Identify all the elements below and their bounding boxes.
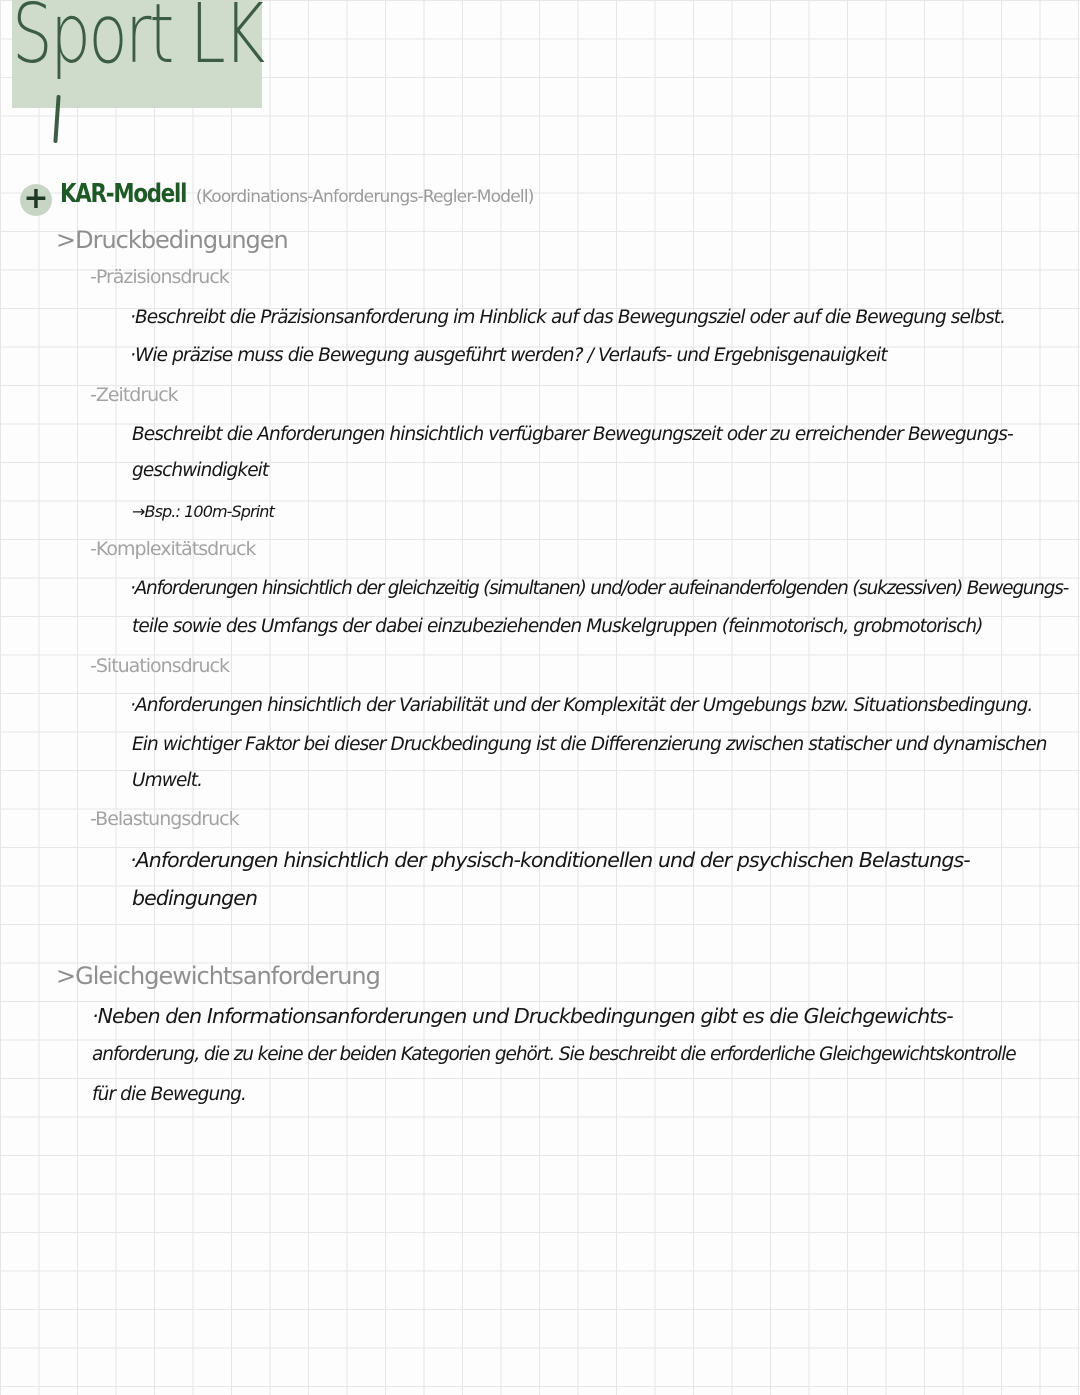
page-title: Sport LK [12,0,263,82]
text-line: bedingungen [132,886,258,910]
kar-subtitle: (Koordinations-Anforderungs-Regler-Modell) [195,187,534,207]
text-line: geschwindigkeit [132,460,269,481]
subsection-komplexitaetsdruck: -Komplexitätsdruck [90,538,256,560]
text-line: teile sowie des Umfangs der dabei einzubeziehenden Muskelgruppen (feinmotorisch, grobmotorisch) [132,616,983,637]
text-line: Umwelt. [132,770,203,791]
section-druckbedingungen: >Druckbedingungen [56,226,288,254]
text-line: ·Anforderungen hinsichtlich der gleichzeitig (simultanen) und/oder aufeinanderfolgenden (sukzessiven) Bewegungs- [130,578,1069,599]
text-line: Beschreibt die Anforderungen hinsichtlich verfügbarer Bewegungszeit oder zu erreichender Bewegungs- [132,424,1013,445]
plus-icon: + [20,184,52,216]
text-line: ·Anforderungen hinsichtlich der Variabilität und der Komplexität der Umgebungs bzw. Situationsbedingung. [130,695,1033,716]
text-line: Ein wichtiger Faktor bei dieser Druckbedingung ist die Differenzierung zwischen statischer und dynamischen [132,734,1047,755]
example-line: →Bsp.: 100m-Sprint [132,502,274,521]
subsection-praezisionsdruck: -Präzisionsdruck [90,266,229,288]
subsection-belastungsdruck: -Belastungsdruck [90,808,239,830]
subsection-zeitdruck: -Zeitdruck [90,384,178,406]
text-line: ·Wie präzise muss die Bewegung ausgeführt werden? / Verlaufs- und Ergebnisgenauigkeit [130,345,887,366]
subsection-situationsdruck: -Situationsdruck [90,655,229,677]
text-line: für die Bewegung. [92,1084,246,1105]
text-line: ·Beschreibt die Präzisionsanforderung im Hinblick auf das Bewegungsziel oder auf die Bewegung selbst. [130,307,1006,328]
text-line: ·Neben den Informationsanforderungen und Druckbedingungen gibt es die Gleichgewichts- [92,1004,953,1028]
text-line: anforderung, die zu keine der beiden Kategorien gehört. Sie beschreibt die erforderliche Gleichgewichtskontrolle [92,1044,1016,1065]
text-line: ·Anforderungen hinsichtlich der physisch-konditionellen und der psychischen Belastungs- [130,848,970,872]
section-gleichgewichtsanforderung: >Gleichgewichtsanforderung [56,962,380,990]
kar-heading [20,178,534,216]
kar-title: KAR-Modell [60,179,187,209]
